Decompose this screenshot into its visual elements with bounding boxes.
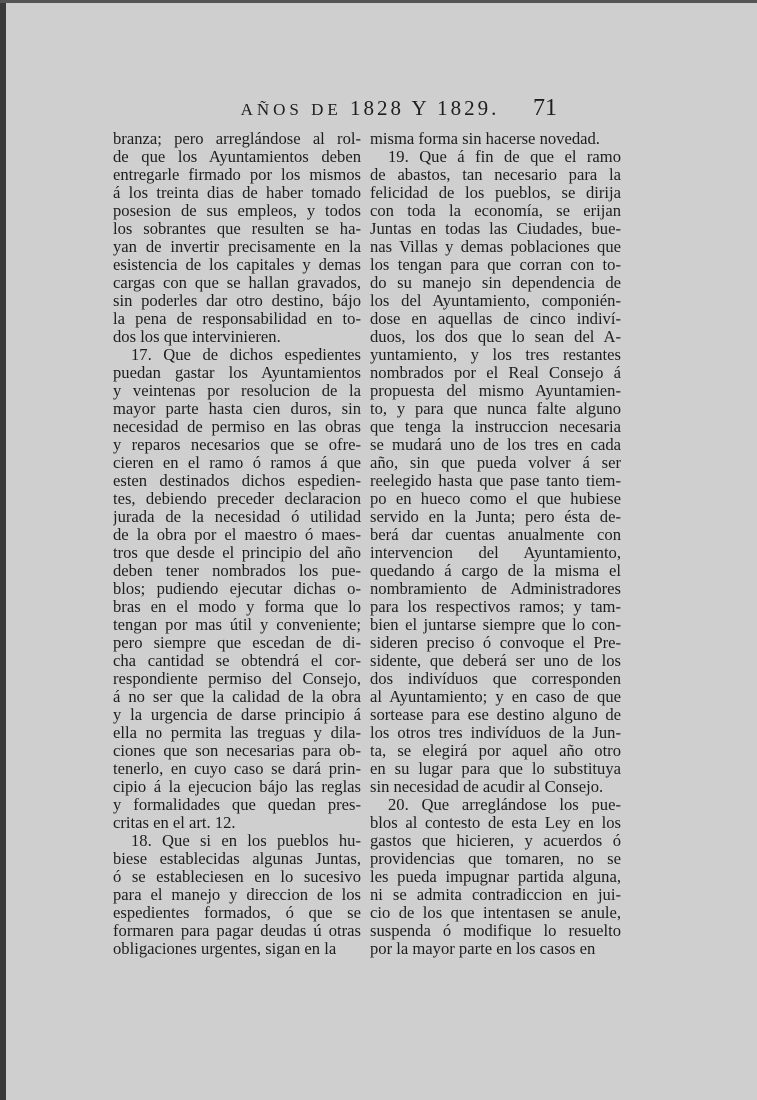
running-header [200, 96, 540, 121]
text-line: ta, se elegirá por aquel año otro [370, 742, 621, 760]
text-line: tros que desde el principio del año [113, 544, 361, 562]
text-line: tes, debiendo preceder declaracion [113, 490, 361, 508]
paragraph-start-line: 20. Que arreglándose los pue- [388, 796, 621, 814]
text-line: Juntas en todas las Ciudades, bue- [370, 220, 621, 238]
text-line: tenerlo, en cuyo caso se dará prin- [113, 760, 361, 778]
text-line: bien el juntarse siempre que lo con- [370, 616, 621, 634]
paragraph-start-line: 17. Que de dichos espedientes [131, 346, 361, 364]
text-line: mayor parte hasta cien duros, sin [113, 400, 361, 418]
text-line: deben tener nombrados los pue- [113, 562, 361, 580]
text-line: los otros tres indivíduos de la Jun- [370, 724, 621, 742]
text-line: ciones que son necesarias para ob- [113, 742, 361, 760]
text-line: los del Ayuntamiento, componién- [370, 292, 621, 310]
text-line: ni se admita contradiccion en jui- [370, 886, 621, 904]
text-line: propuesta del mismo Ayuntamien- [370, 382, 621, 400]
text-line: ella no permita las treguas y dila- [113, 724, 361, 742]
text-line: sin necesidad de acudir al Consejo. [370, 778, 604, 796]
text-line: que tenga la instruccion necesaria [370, 418, 621, 436]
text-line: esten destinados dichos espedien- [113, 472, 361, 490]
text-line: to, y para que nunca falte alguno [370, 400, 621, 418]
text-line: los tengan para que corran con to- [370, 256, 621, 274]
text-line: espedientes formados, ó que se [113, 904, 361, 922]
text-line: al Ayuntamiento; y en caso de que [370, 688, 621, 706]
text-line: tengan por mas útil y conveniente; [113, 616, 361, 634]
text-line: nombrados por el Real Consejo á [370, 364, 621, 382]
text-line: puedan gastar los Ayuntamientos [113, 364, 361, 382]
text-line: y veintenas por resolucion de la [113, 382, 361, 400]
running-title-years: 1828 Y 1829. [350, 96, 500, 120]
text-line: en su lugar para que lo substituya [370, 760, 621, 778]
text-line: pero siempre que escedan de di- [113, 634, 361, 652]
text-line: de la obra por el maestro ó maes- [113, 526, 361, 544]
text-line: por la mayor parte en los casos en [370, 940, 596, 958]
text-line: sin poderles dar otro destino, bájo [113, 292, 361, 310]
text-line: branza; pero arreglándose al rol- [113, 130, 361, 148]
text-line: cio de los que intentasen se anule, [370, 904, 621, 922]
text-line: entregarle firmado por los mismos [113, 166, 361, 184]
text-line: yan de invertir precisamente en la [113, 238, 361, 256]
text-line: para los respectivos ramos; y tam- [370, 598, 621, 616]
text-line: con toda la economía, se erijan [370, 202, 621, 220]
text-line: yuntamiento, y los tres restantes [370, 346, 621, 364]
text-line: misma forma sin hacerse novedad. [370, 130, 600, 148]
text-line: de abastos, tan necesario para la [370, 166, 621, 184]
text-line: año, sin que pueda volver á ser [370, 454, 621, 472]
text-line: á no ser que la calidad de la obra [113, 688, 361, 706]
text-line: bras en el modo y forma que lo [113, 598, 361, 616]
text-line: para el manejo y direccion de los [113, 886, 361, 904]
text-line: berá dar cuentas anualmente con [370, 526, 621, 544]
text-line: sideren preciso ó convoque el Pre- [370, 634, 621, 652]
text-line: y reparos necesarios que se ofre- [113, 436, 361, 454]
text-line: dos indivíduos que corresponden [370, 670, 621, 688]
text-line: felicidad de los pueblos, se dirija [370, 184, 621, 202]
text-line: servido en la Junta; pero ésta de- [370, 508, 621, 526]
paragraph-start-line: 19. Que á fin de que el ramo [388, 148, 621, 166]
page-number: 71 [533, 95, 557, 121]
text-line: ó se estableciesen en lo sucesivo [113, 868, 361, 886]
running-title-prefix: AÑOS DE [240, 100, 342, 119]
text-line: reelegido hasta que pase tanto tiem- [370, 472, 621, 490]
text-line: nombramiento de Administradores [370, 580, 621, 598]
text-line: suspenda ó modifique lo resuelto [370, 922, 621, 940]
text-line: jurada de la necesidad ó utilidad [113, 508, 361, 526]
text-line: les pueda impugnar partida alguna, [370, 868, 621, 886]
text-line: critas en el art. 12. [113, 814, 236, 832]
text-line: dose en aquellas de cinco indiví- [370, 310, 621, 328]
text-line: blos; pudiendo ejecutar dichas o- [113, 580, 361, 598]
text-line: respondiente permiso del Consejo, [113, 670, 361, 688]
text-line: gastos que hicieren, y acuerdos ó [370, 832, 621, 850]
text-line: obligaciones urgentes, sigan en la [113, 940, 337, 958]
text-line: formaren para pagar deudas ú otras [113, 922, 361, 940]
text-line: blos al contesto de esta Ley en los [370, 814, 621, 832]
text-line: cieren en el ramo ó ramos á que [113, 454, 361, 472]
text-line: posesion de sus empleos, y todos [113, 202, 361, 220]
right-column [370, 130, 621, 958]
text-line: á los treinta dias de haber tomado [113, 184, 361, 202]
text-line: la pena de responsabilidad en to- [113, 310, 361, 328]
scan-edge-top [0, 0, 757, 3]
text-line: nas Villas y demas poblaciones que [370, 238, 621, 256]
scan-edge-left [0, 0, 6, 1100]
text-line: duos, los dos que lo sean del A- [370, 328, 621, 346]
text-line: de que los Ayuntamientos deben [113, 148, 361, 166]
text-line: dos los que intervinieren. [113, 328, 281, 346]
text-line: quedando á cargo de la misma el [370, 562, 621, 580]
text-line: cha cantidad se obtendrá el cor- [113, 652, 361, 670]
left-column [113, 130, 361, 958]
text-line: se mudará uno de los tres en cada [370, 436, 621, 454]
text-line: y formalidades que quedan pres- [113, 796, 361, 814]
text-line: necesidad de permiso en las obras [113, 418, 361, 436]
text-line: intervencion del Ayuntamiento, [370, 544, 621, 562]
text-line: sortease para ese destino alguno de [370, 706, 621, 724]
text-line: do su manejo sin dependencia de [370, 274, 621, 292]
text-line: sidente, que deberá ser uno de los [370, 652, 621, 670]
text-line: esistencia de los capitales y demas [113, 256, 361, 274]
text-line: po en hueco como el que hubiese [370, 490, 621, 508]
text-line: cargas con que se hallan gravados, [113, 274, 361, 292]
text-line: los sobrantes que resulten se ha- [113, 220, 361, 238]
text-line: cipio á la ejecucion bájo las reglas [113, 778, 361, 796]
paragraph-start-line: 18. Que si en los pueblos hu- [131, 832, 361, 850]
text-line: y la urgencia de darse principio á [113, 706, 361, 724]
text-line: providencias que tomaren, no se [370, 850, 621, 868]
text-line: biese establecidas algunas Juntas, [113, 850, 361, 868]
